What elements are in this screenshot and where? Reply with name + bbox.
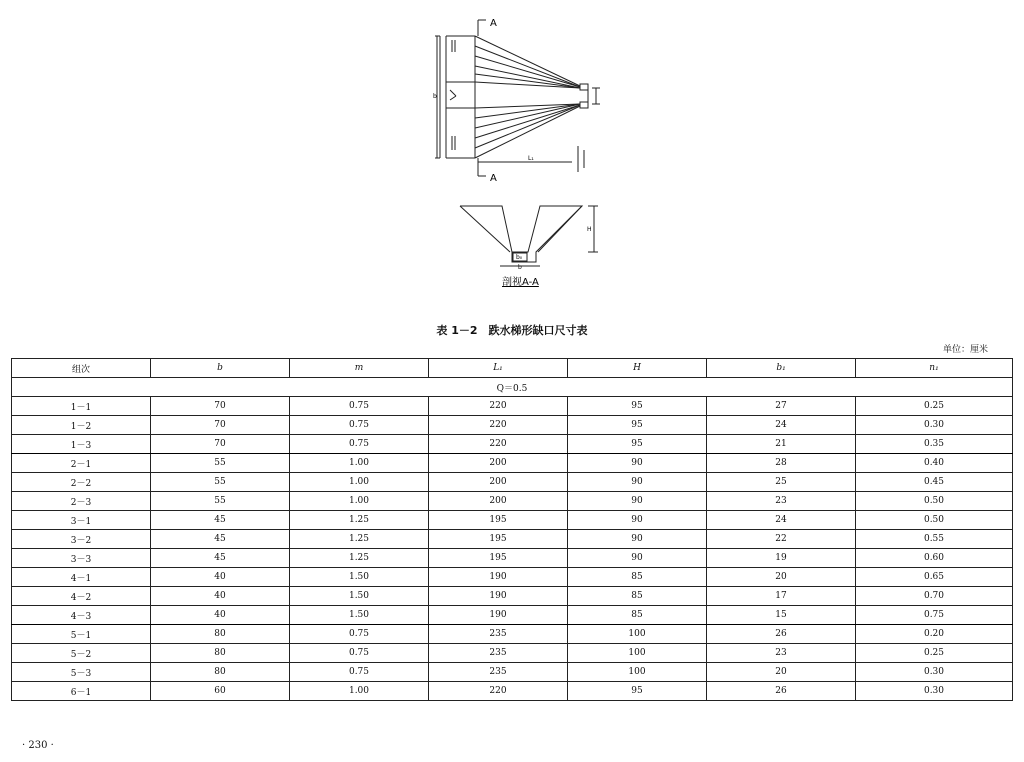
table-cell: 85 [568, 587, 707, 606]
table-cell: 0.45 [856, 473, 1013, 492]
table-cell: 90 [568, 530, 707, 549]
header-L1: L₁ [429, 359, 568, 378]
table-cell: 195 [429, 530, 568, 549]
group-row [12, 378, 1013, 397]
table-title: 表 1－2 跌水梯形缺口尺寸表 [436, 324, 588, 337]
table-cell: 1－2 [12, 416, 151, 435]
table-cell: 0.55 [856, 530, 1013, 549]
table-row [12, 492, 1013, 511]
table-row [12, 587, 1013, 606]
table-row [12, 625, 1013, 644]
table-cell: 85 [568, 606, 707, 625]
plan-view [435, 20, 600, 176]
page-number: · 230 · [22, 740, 54, 751]
table-cell: 55 [151, 454, 290, 473]
table-cell: 45 [151, 530, 290, 549]
table-cell: 0.30 [856, 416, 1013, 435]
table-cell: 40 [151, 587, 290, 606]
table-cell: 4－2 [12, 587, 151, 606]
table-cell: 55 [151, 492, 290, 511]
table-cell: 19 [707, 549, 856, 568]
table-cell: 0.75 [290, 416, 429, 435]
table-cell: 0.50 [856, 511, 1013, 530]
table-cell: 95 [568, 435, 707, 454]
section-view [460, 206, 598, 266]
table-cell: 40 [151, 606, 290, 625]
table-row [12, 454, 1013, 473]
table-cell: 20 [707, 663, 856, 682]
dimension-L1: L₁ [528, 155, 534, 162]
table-cell: 0.75 [290, 435, 429, 454]
table-cell: 20 [707, 568, 856, 587]
table-cell: 1.00 [290, 682, 429, 701]
table-cell: 100 [568, 625, 707, 644]
table-cell: 190 [429, 587, 568, 606]
table-cell: 1－1 [12, 397, 151, 416]
header-b1: b₁ [707, 359, 856, 378]
table-row [12, 435, 1013, 454]
table-cell: 0.75 [290, 663, 429, 682]
header-group: 组次 [12, 359, 151, 378]
table-cell: 0.30 [856, 682, 1013, 701]
table-cell: 220 [429, 416, 568, 435]
unit-label: 单位：厘米 [942, 345, 988, 355]
table-cell: 235 [429, 644, 568, 663]
table-cell: 6－1 [12, 682, 151, 701]
table-cell: 0.30 [856, 663, 1013, 682]
table-cell: 3－3 [12, 549, 151, 568]
table-cell: 0.75 [290, 625, 429, 644]
table-cell: 2－2 [12, 473, 151, 492]
table-cell: 0.70 [856, 587, 1013, 606]
section-mark-bottom: A [490, 173, 497, 184]
table-cell: 0.60 [856, 549, 1013, 568]
section-mark-top: A [490, 18, 497, 29]
table-cell: 0.65 [856, 568, 1013, 587]
table-cell: 4－3 [12, 606, 151, 625]
table-row [12, 397, 1013, 416]
table-row [12, 682, 1013, 701]
table-cell: 235 [429, 625, 568, 644]
table-cell: 5－3 [12, 663, 151, 682]
table-cell: 5－1 [12, 625, 151, 644]
table-cell: 200 [429, 473, 568, 492]
table-cell: 80 [151, 625, 290, 644]
table-cell: 2－1 [12, 454, 151, 473]
table-cell: 1.25 [290, 511, 429, 530]
table-cell: 40 [151, 568, 290, 587]
table-cell: 0.75 [290, 397, 429, 416]
table-cell: 1.50 [290, 587, 429, 606]
table-cell: 21 [707, 435, 856, 454]
table-cell: 26 [707, 682, 856, 701]
table-cell: 100 [568, 663, 707, 682]
table-cell: 195 [429, 511, 568, 530]
table-cell: 190 [429, 606, 568, 625]
header-H: H [568, 359, 707, 378]
table-cell: 235 [429, 663, 568, 682]
table-cell: 1.00 [290, 473, 429, 492]
table-cell: 200 [429, 454, 568, 473]
table-row [12, 511, 1013, 530]
table-row [12, 416, 1013, 435]
group-label: Q＝0.5 [12, 378, 1013, 397]
table-cell: 3－1 [12, 511, 151, 530]
dimension-b-bottom: b [518, 264, 522, 271]
table-cell: 23 [707, 644, 856, 663]
table-cell: 1－3 [12, 435, 151, 454]
table-cell: 23 [707, 492, 856, 511]
table-cell: 70 [151, 397, 290, 416]
table-cell: 45 [151, 549, 290, 568]
table-cell: 60 [151, 682, 290, 701]
table-cell: 90 [568, 473, 707, 492]
table-row [12, 606, 1013, 625]
table-cell: 5－2 [12, 644, 151, 663]
table-cell: 85 [568, 568, 707, 587]
table-cell: 0.75 [290, 644, 429, 663]
table-cell: 0.50 [856, 492, 1013, 511]
table-cell: 45 [151, 511, 290, 530]
table-cell: 25 [707, 473, 856, 492]
table-cell: 0.20 [856, 625, 1013, 644]
table-cell: 90 [568, 454, 707, 473]
table-cell: 2－3 [12, 492, 151, 511]
table-row [12, 568, 1013, 587]
dimension-H: H [587, 226, 592, 233]
table-cell: 195 [429, 549, 568, 568]
dimension-b0: b₀ [516, 254, 523, 261]
table-cell: 220 [429, 682, 568, 701]
table-cell: 0.75 [856, 606, 1013, 625]
table-cell: 24 [707, 511, 856, 530]
table-cell: 1.00 [290, 454, 429, 473]
table-cell: 100 [568, 644, 707, 663]
table-cell: 1.25 [290, 530, 429, 549]
table-cell: 190 [429, 568, 568, 587]
table-cell: 3－2 [12, 530, 151, 549]
header-b: b [151, 359, 290, 378]
table-cell: 15 [707, 606, 856, 625]
table-cell: 1.50 [290, 568, 429, 587]
table-cell: 70 [151, 435, 290, 454]
table-row [12, 663, 1013, 682]
table-cell: 55 [151, 473, 290, 492]
table-cell: 28 [707, 454, 856, 473]
table-cell: 220 [429, 397, 568, 416]
table-cell: 220 [429, 435, 568, 454]
table-cell: 27 [707, 397, 856, 416]
table-cell: 22 [707, 530, 856, 549]
dimension-b: b [433, 93, 437, 100]
header-n1: n₁ [856, 359, 1013, 378]
table-cell: 95 [568, 682, 707, 701]
table-row [12, 644, 1013, 663]
engineering-drawing [410, 14, 610, 294]
table-cell: 0.40 [856, 454, 1013, 473]
table-cell: 90 [568, 549, 707, 568]
table-cell: 80 [151, 644, 290, 663]
table-cell: 0.35 [856, 435, 1013, 454]
table-cell: 4－1 [12, 568, 151, 587]
header-row [12, 359, 1013, 378]
dimension-table [11, 358, 1013, 701]
table-row [12, 473, 1013, 492]
table-cell: 95 [568, 397, 707, 416]
table-cell: 90 [568, 511, 707, 530]
table-cell: 70 [151, 416, 290, 435]
table-cell: 26 [707, 625, 856, 644]
table-cell: 17 [707, 587, 856, 606]
table-cell: 200 [429, 492, 568, 511]
table-row [12, 530, 1013, 549]
table-cell: 95 [568, 416, 707, 435]
header-m: m [290, 359, 429, 378]
table-cell: 1.00 [290, 492, 429, 511]
section-caption: 剖视A-A [502, 277, 539, 288]
table-cell: 0.25 [856, 644, 1013, 663]
table-cell: 24 [707, 416, 856, 435]
table-cell: 0.25 [856, 397, 1013, 416]
table-cell: 90 [568, 492, 707, 511]
table-cell: 80 [151, 663, 290, 682]
table-row [12, 549, 1013, 568]
table-cell: 1.50 [290, 606, 429, 625]
table-cell: 1.25 [290, 549, 429, 568]
